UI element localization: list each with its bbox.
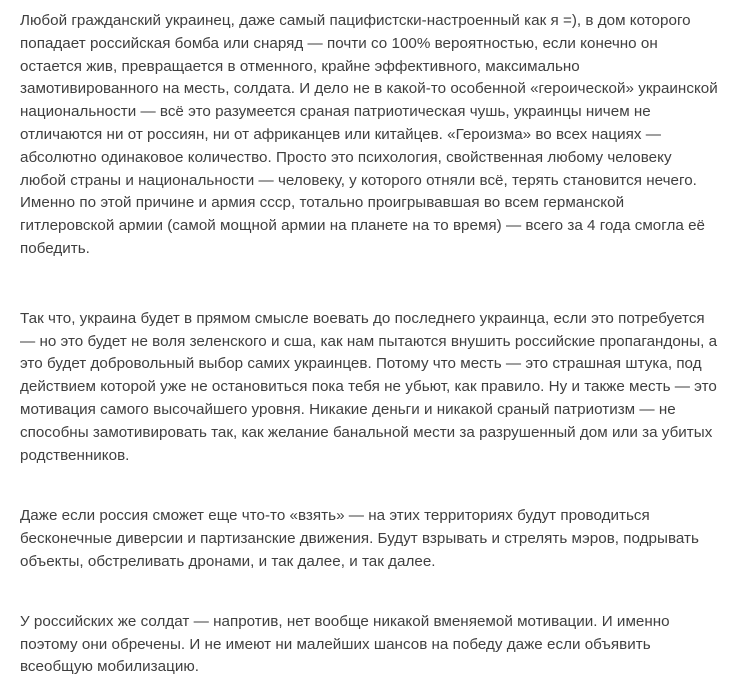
paragraph-4: У российских же солдат — напротив, нет вообще никакой вменяемой мотивации. И именно поэтому они обречены. И не имеют ни малейших шансов на победу даже если объявить всеобщую мобилизацию.: [20, 612, 670, 676]
paragraph-3: Даже если россия сможет еще что-то «взять» — на этих территориях будут проводиться бесконечные диверсии и партизанские движения. Будут взрывать и стрелять мэров, подрывать объекты, обстреливать дронами, и так далее, и так далее.: [20, 507, 699, 570]
paragraph-spacer: [20, 467, 720, 505]
paragraph-spacer: [20, 574, 720, 611]
article-body: [20, 10, 720, 679]
paragraph-2: Так что, украина будет в прямом смысле воевать до последнего украинца, если это потребуется — но это будет не воля зеленского и сша, как нам пытаются внушить российские пропагандоны, а это будет добровольный выбор самих украинцев. Потому что месть — это страшная штука, под действием которой уже не остановиться пока тебя не убьют, как правило. Ну и также месть — это мотивация самого высочайшего уровня. Никакие деньги и никакой сраный патриотизм — не способны замотивировать так, как желание банальной мести за разрушенный дом или за убитых родственников.: [20, 309, 718, 464]
paragraph-1: Любой гражданский украинец, даже самый пацифистски-настроенный как я =), в дом которого попадает российская бомба или снаряд — почти со 100% вероятностью, если конечно он остается жив, превращается в отменного, крайне эффективного, максимально замотивированного на месть, солдата. И дело не в какой-то особенной «героической» украинской национальности — всё это разумеется сраная патриотическая чушь, украинцы ничем не отличаются ни от россиян, ни от африканцев или китайцев. «Героизма» во всех нациях — абсолютно одинаковое количество. Просто это психология, свойственная любому человеку любой страны и национальности — человеку, у которого отняли всё, терять становится нечего. Именно по этой причине и армия ссср, тотально проигрывавшая во всем германской гитлеровской армии (самой мощной армии на планете на то время) — всего за 4 года смогла её победить.: [20, 12, 718, 257]
paragraph-spacer: [20, 261, 720, 308]
